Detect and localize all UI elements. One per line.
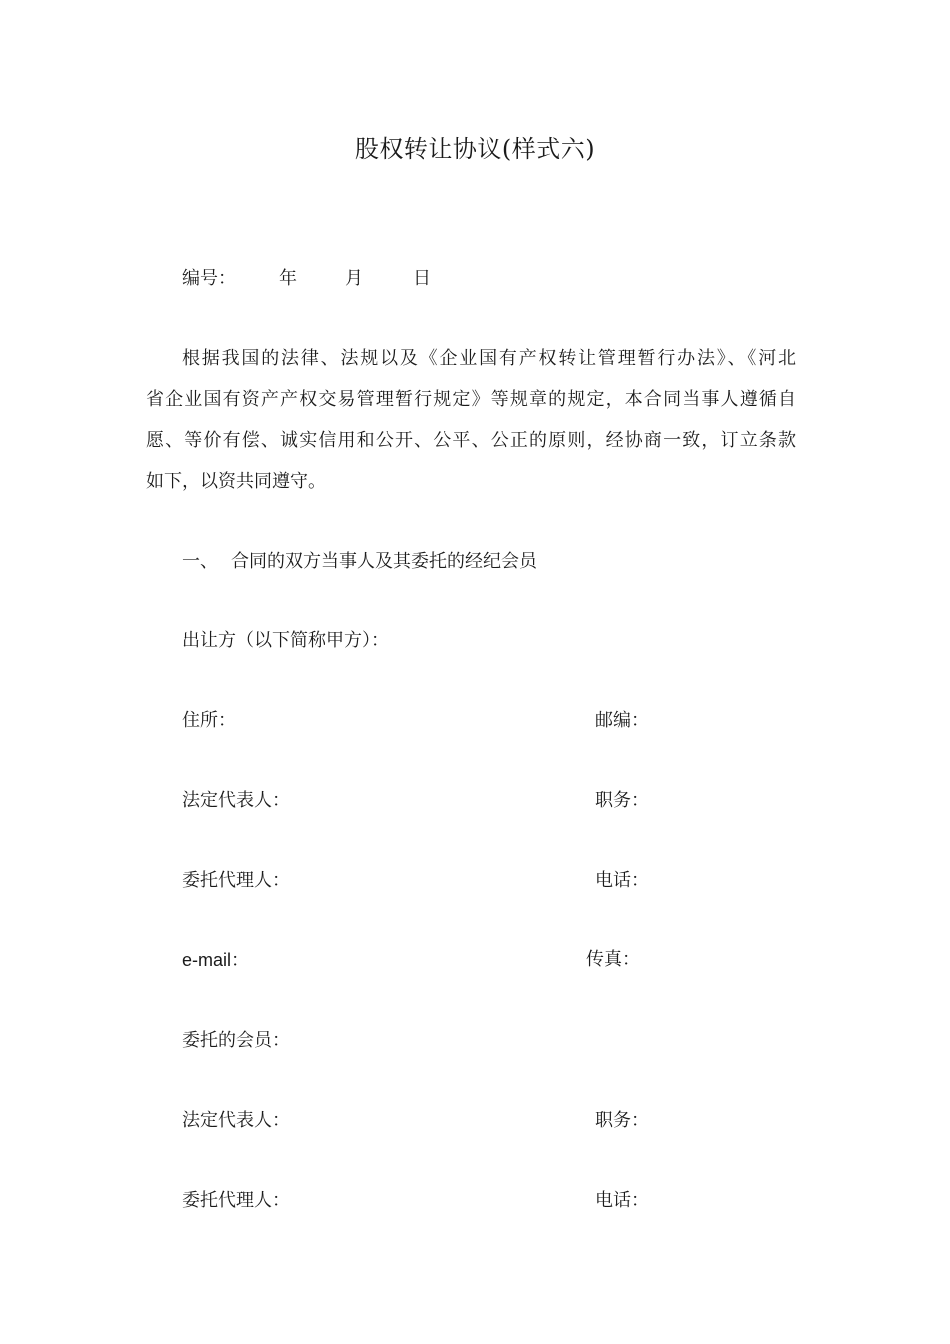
phone-label: 电话： bbox=[595, 870, 649, 891]
member-position-label: 职务： bbox=[595, 1110, 649, 1131]
section-number: 一、 bbox=[182, 551, 218, 572]
preamble-line-2: 省企业国有资产产权交易管理暂行规定》等规章的规定，本合同当事人遵循自 bbox=[146, 389, 796, 410]
preamble-line-3: 愿、等价有偿、诚实信用和公开、公平、公正的原则，经协商一致，订立条款 bbox=[146, 430, 796, 451]
year-label: 年 bbox=[279, 268, 297, 289]
postcode-label: 邮编： bbox=[595, 710, 649, 731]
transferor-label: 出让方（以下简称甲方）： bbox=[182, 630, 389, 651]
preamble-line-1: 根据我国的法律、法规以及《企业国有产权转让管理暂行办法》、《河北 bbox=[182, 348, 796, 369]
position-label: 职务： bbox=[595, 790, 649, 811]
fax-label: 传真： bbox=[586, 949, 640, 970]
preamble-line-4: 如下，以资共同遵守。 bbox=[146, 471, 326, 492]
email-label: e-mail： bbox=[182, 950, 250, 970]
member-legal-rep-label: 法定代表人： bbox=[182, 1110, 290, 1131]
member-label: 委托的会员： bbox=[182, 1030, 290, 1051]
agent-label: 委托代理人： bbox=[182, 870, 290, 891]
number-label: 编号： bbox=[182, 268, 236, 289]
address-label: 住所： bbox=[182, 710, 236, 731]
section-heading: 合同的双方当事人及其委托的经纪会员 bbox=[231, 551, 537, 572]
member-agent-label: 委托代理人： bbox=[182, 1190, 290, 1211]
legal-rep-label: 法定代表人： bbox=[182, 790, 290, 811]
document-title: 股权转让协议(样式六) bbox=[354, 135, 596, 163]
month-label: 月 bbox=[345, 268, 363, 289]
day-label: 日 bbox=[413, 268, 431, 289]
member-phone-label: 电话： bbox=[595, 1190, 649, 1211]
